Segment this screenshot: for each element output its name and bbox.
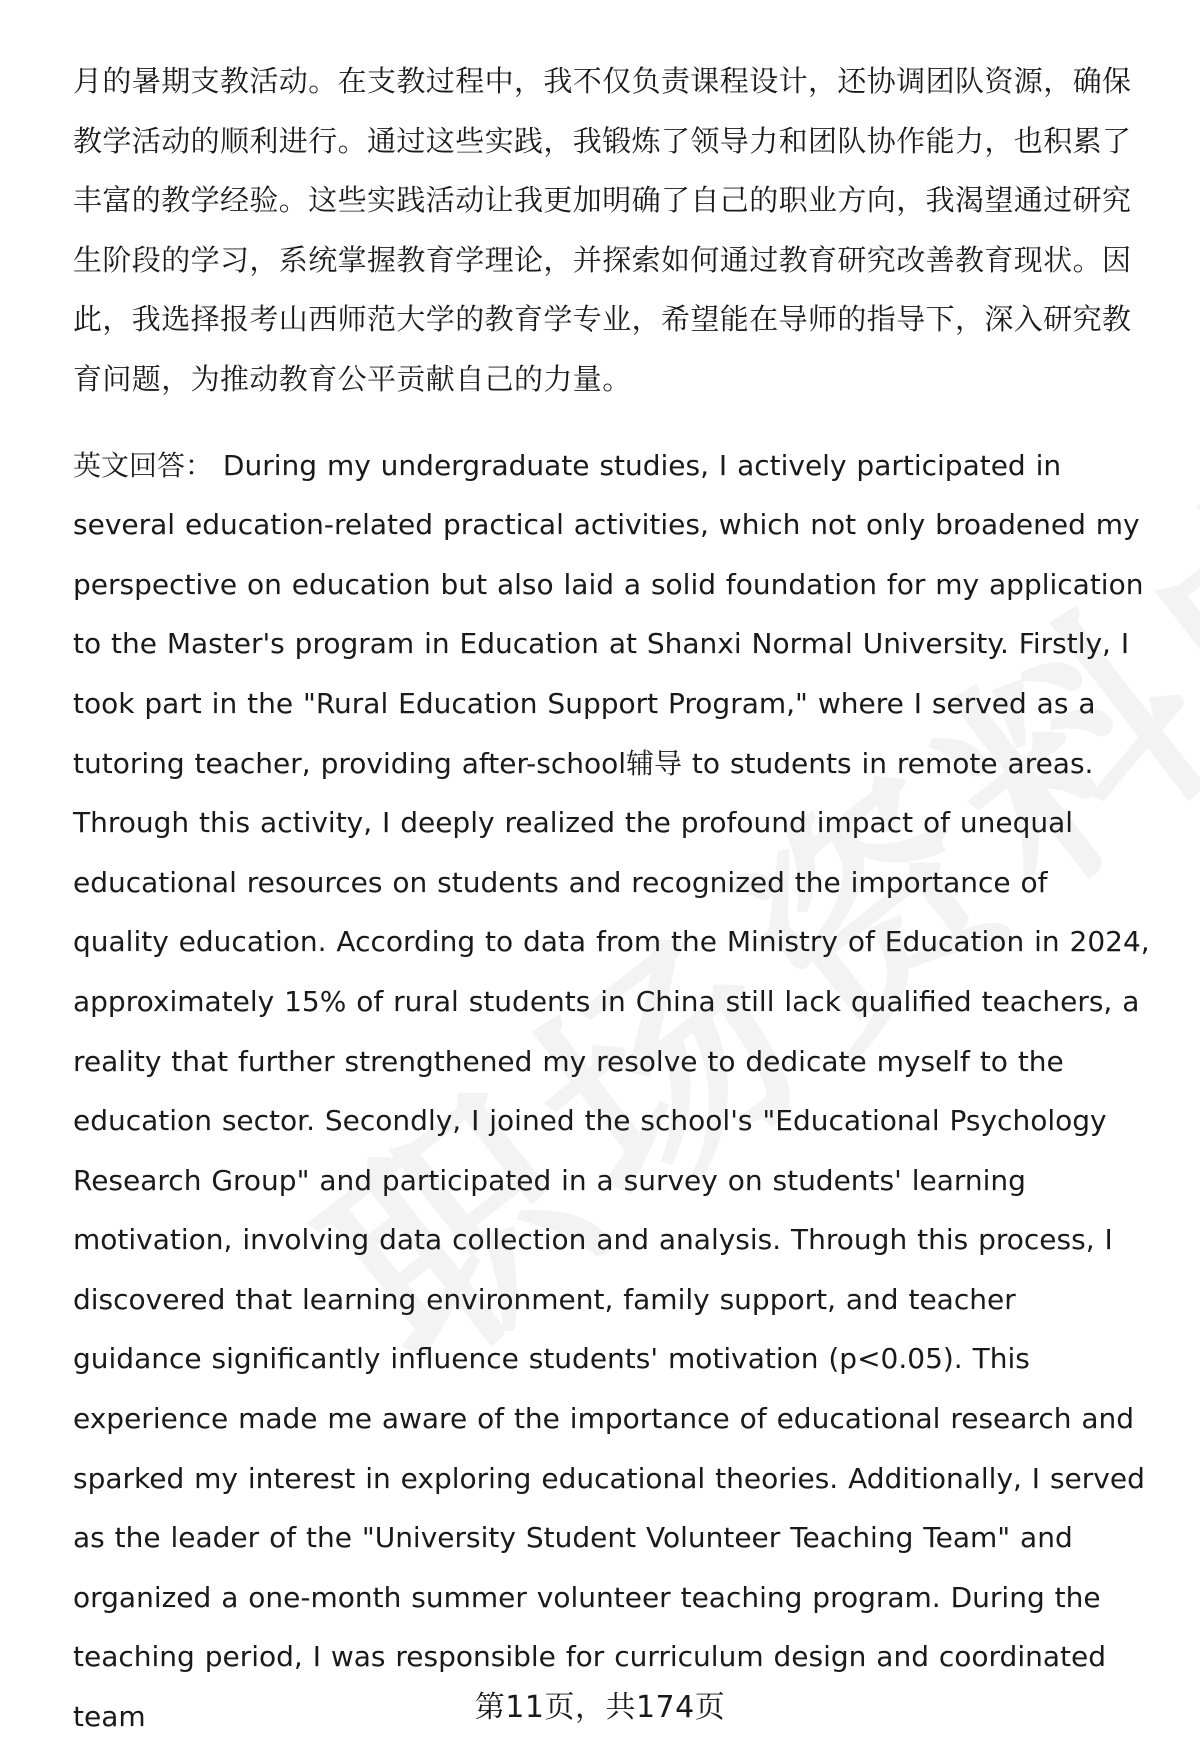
page-content — [73, 52, 1153, 1747]
page-number-footer: 第11页，共174页 — [474, 1690, 726, 1725]
english-answer-paragraph — [73, 436, 1153, 1747]
english-answer-text: During my undergraduate studies, I actively participated in several education-related practical activities, which not only broadened my perspective on education but also laid a solid foundation for my application to the Master's program in Education at Shanxi Normal University. Firstly, I took part in the "Rural Education Support Program," where I served as a tutoring teacher, providing after-school辅导 to students in remote areas. Through this activity, I deeply realized the profound impact of unequal educational resources on students and recognized the importance of quality education. According to data from the Ministry of Education in 2024, approximately 15% of rural students in China still lack qualified teachers, a reality that further strengthened my resolve to dedicate myself to the education sector. Secondly, I joined the school's "Educational Psychology Research Group" and participated in a survey on students' learning motivation, involving data collection and analysis. Through this process, I discovered that learning environment, family support, and teacher guidance significantly influence students' motivation (p<0.05). This experience made me aware of the importance of educational research and sparked my interest in exploring educational theories. Additionally, I served as the leader of the "University Student Volunteer Teaching Team" and organized a one-month summer volunteer teaching program. During the teaching period, I was responsible for curriculum design and coordinated team — [73, 448, 1150, 1734]
english-answer-label: 英文回答： — [73, 448, 214, 482]
chinese-answer-paragraph: 月的暑期支教活动。在支教过程中，我不仅负责课程设计，还协调团队资源，确保教学活动的顺利进行。通过这些实践，我锻炼了领导力和团队协作能力，也积累了丰富的教学经验。这些实践活动让我更加明确了自己的职业方向，我渴望通过研究生阶段的学习，系统掌握教育学理论，并探索如何通过教育研究改善教育现状。因此，我选择报考山西师范大学的教育学专业，希望能在导师的指导下，深入研究教育问题，为推动教育公平贡献自己的力量。 — [73, 64, 1132, 396]
